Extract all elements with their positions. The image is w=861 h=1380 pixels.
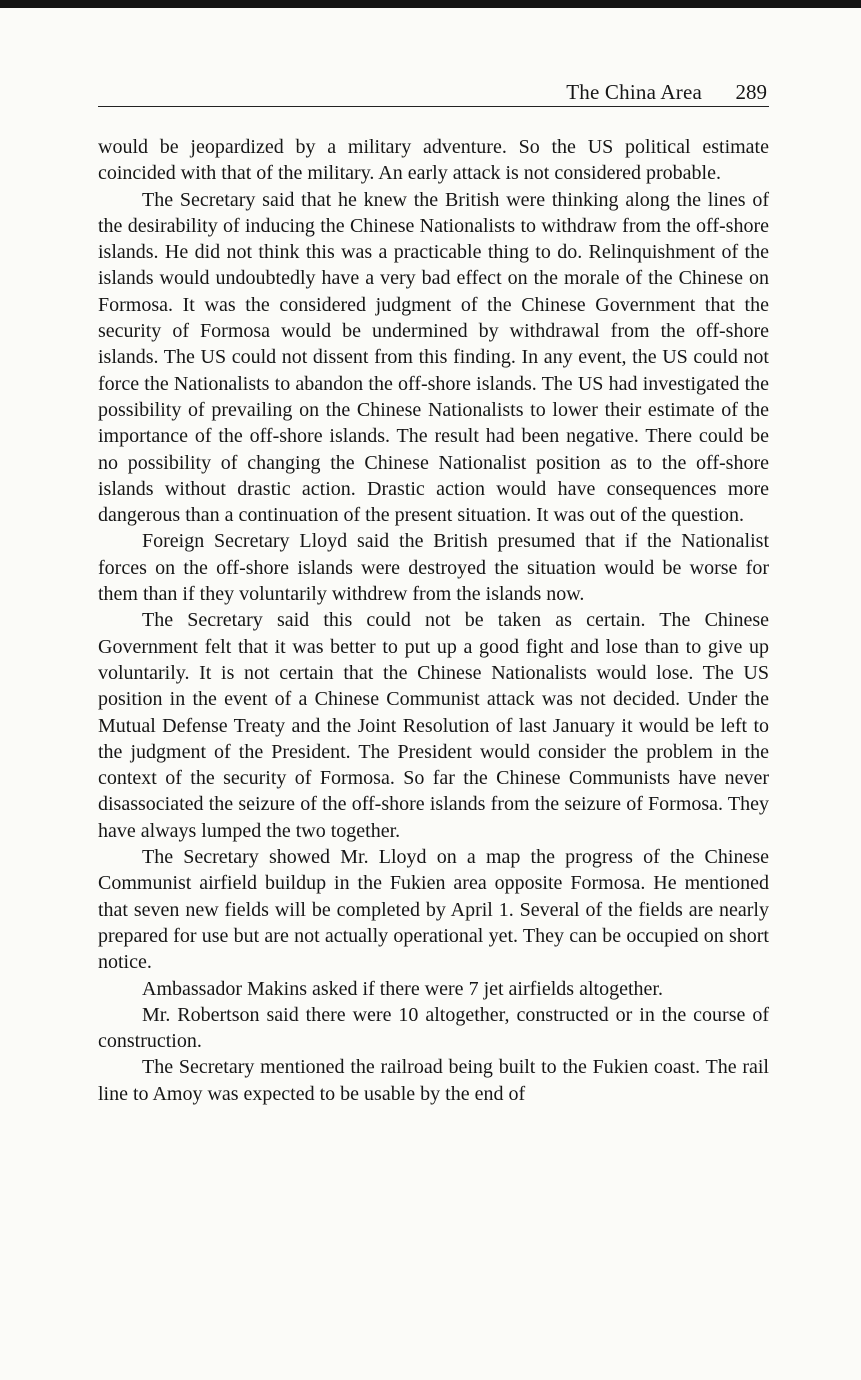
running-head-title: The China Area (566, 80, 702, 104)
paragraph-secretary-offshore: The Secretary said that he knew the British were thinking along the lines of the desirability of inducing the Chinese Nationalists to withdraw from the off-shore islands. He did not think this was a practicable thing to do. Relinquishment of the islands would undoubtedly have a very bad effect on the morale of the Chinese on Formosa. It was the considered judgment of the Chinese Government that the security of Formosa would be undermined by withdrawal from the off-shore islands. The US could not dissent from this finding. In any event, the US could not force the Nationalists to abandon the off-shore islands. The US had investigated the possibility of prevailing on the Chinese Nationalists to lower their estimate of the importance of the off-shore islands. The result had been negative. There could be no possibility of changing the Chinese Nationalist position as to the off-shore islands without drastic action. Drastic action would have consequences more dangerous than a continuation of the present situation. It was out of the question. (98, 188, 769, 527)
body-text (98, 134, 769, 1107)
paragraph-robertson: Mr. Robertson said there were 10 altogether, constructed or in the course of construction. (98, 1003, 769, 1053)
paragraph-lloyd: Foreign Secretary Lloyd said the British presumed that if the Nationalist forces on the off-shore islands were destroyed the situation would be worse for them than if they voluntarily withdrew from the islands now. (98, 530, 769, 606)
paragraph-makins: Ambassador Makins asked if there were 7 jet airfields altogether. (142, 977, 663, 1000)
paragraph-secretary-certain: The Secretary said this could not be taken as certain. The Chinese Government felt that it was better to put up a good fight and lose than to give up voluntarily. It is not certain that the Chinese Nationalists would lose. The US position in the event of a Chinese Communist attack was not decided. Under the Mutual Defense Treaty and the Joint Resolution of last January it would be left to the judgment of the President. The President would consider the problem in the context of the security of Formosa. So far the Chinese Communists have never disassociated the seizure of the off-shore islands from the seizure of Formosa. They have always lumped the two together. (98, 609, 769, 842)
scan-top-border (0, 0, 861, 8)
running-head (98, 80, 769, 107)
paragraph-railroad: The Secretary mentioned the railroad being built to the Fukien coast. The rail line to Amoy was expected to be usable by the end of (98, 1056, 769, 1105)
page-number: 289 (735, 80, 767, 104)
paragraph-continued: would be jeopardized by a military adventure. So the US political estimate coincided with that of the military. An early attack is not considered probable. (98, 136, 769, 185)
paragraph-airfield-map: The Secretary showed Mr. Lloyd on a map the progress of the Chinese Communist airfield buildup in the Fukien area opposite Formosa. He mentioned that seven new fields will be completed by April 1. Several of the fields are nearly prepared for use but are not actually operational yet. They can be occupied on short notice. (98, 846, 769, 974)
